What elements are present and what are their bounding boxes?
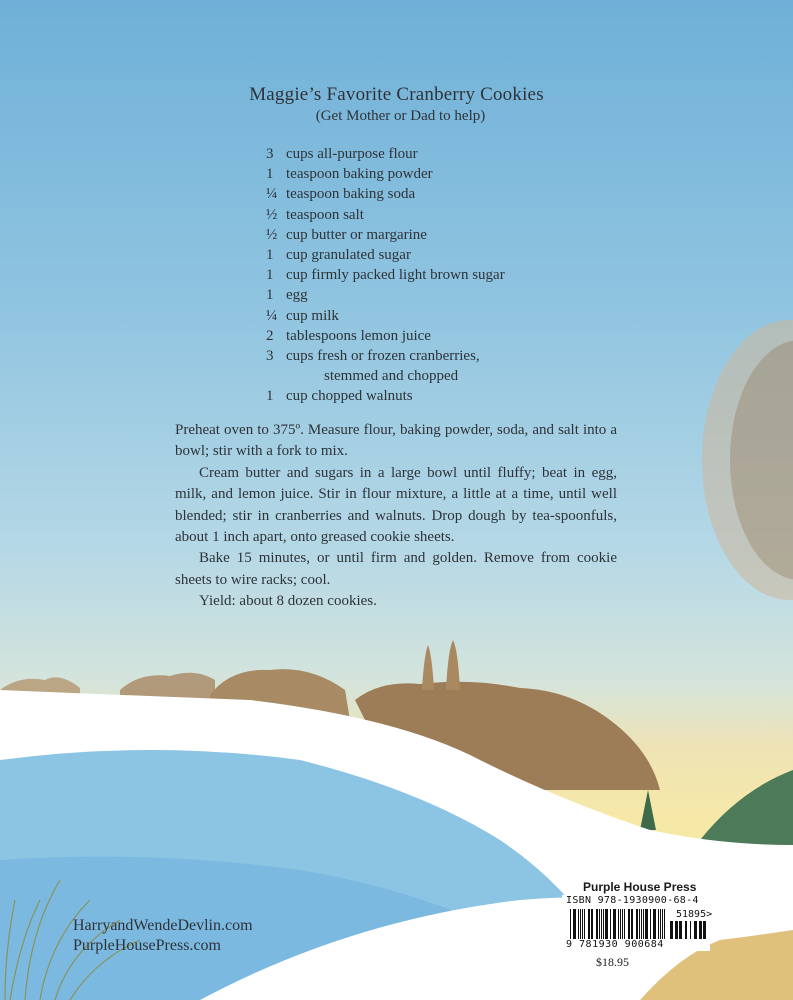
poplar-tree-1 — [422, 645, 434, 690]
barcode-bar — [596, 909, 598, 939]
barcode-bar — [613, 909, 616, 939]
website-list — [73, 916, 253, 956]
barcode-bar — [582, 909, 583, 939]
ingredient-item: 2 tablespoons lemon juice — [266, 327, 431, 344]
barcode-bar — [679, 921, 682, 939]
publisher-name: Purple House Press — [583, 880, 697, 894]
barcode-bar — [675, 921, 678, 939]
ingredient-item-continued: stemmed and chopped — [324, 368, 459, 385]
publisher-website: PurpleHousePress.com — [73, 937, 221, 954]
isbn-text: ISBN 978-1930900-68-4 — [566, 895, 699, 906]
isbn-barcode — [570, 909, 666, 939]
addon-barcode — [670, 921, 706, 939]
barcode-bar — [636, 909, 638, 939]
barcode-bar — [639, 909, 640, 939]
recipe-title: Maggie’s Favorite Cranberry Cookies — [249, 84, 544, 105]
barcode-bar — [591, 909, 593, 939]
instruction-paragraph: Cream butter and sugars in a large bowl until fluffy; beat in egg, milk, and lemon juice. Stir in flour mixture, a little at a time, until well blended; stir in cranberries and walnuts. Drop dough by tea-spoonfuls, about 1 inch apart, onto greased cookie sheets. — [175, 464, 617, 546]
ingredient-item: 1 cup chopped walnuts — [266, 388, 413, 405]
ingredient-item: ½ cup butter or margarine — [266, 226, 427, 243]
barcode-bar — [620, 909, 621, 939]
barcode-bar — [605, 909, 608, 939]
barcode-bar — [601, 909, 602, 939]
poplar-tree-2 — [446, 640, 460, 690]
recipe-yield: Yield: about 8 dozen cookies. — [199, 593, 377, 610]
barcode-bar — [703, 921, 706, 939]
ingredient-item: 3 cups all-purpose flour — [266, 146, 418, 162]
barcode-bar — [699, 921, 702, 939]
barcode-bar — [599, 909, 600, 939]
barcode-bar — [685, 921, 687, 939]
barcode-bar — [580, 909, 581, 939]
recipe-instructions — [175, 420, 617, 613]
barcode-bar — [658, 909, 659, 939]
instruction-paragraph: Bake 15 minutes, or until firm and golden. Remove from cookie sheets to wire racks; cool. — [175, 550, 617, 588]
barcode-bar — [603, 909, 604, 939]
barcode-bar — [570, 909, 571, 939]
instruction-paragraph: Preheat oven to 375º. Measure flour, baking powder, soda, and salt into a bowl; stir with a fork to mix. — [175, 422, 617, 460]
ingredient-item: 1 teaspoon baking powder — [266, 166, 433, 183]
author-website: HarryandWendeDevlin.com — [73, 917, 253, 934]
barcode-bar — [664, 909, 665, 939]
barcode-bar — [653, 909, 656, 939]
ingredient-item: 3 cups fresh or frozen cranberries, — [266, 347, 480, 364]
price: $18.95 — [596, 955, 629, 969]
barcode-bar — [628, 909, 630, 939]
barcode-digits: 9 781930 900684 — [566, 939, 664, 950]
barcode-bar — [573, 909, 576, 939]
price-code: 51895> — [676, 909, 713, 920]
barcode-bar — [618, 909, 619, 939]
ingredient-item: 1 cup granulated sugar — [266, 246, 411, 263]
barcode-bar — [645, 909, 648, 939]
barcode-bar — [631, 909, 633, 939]
ingredient-item: ¼ cup milk — [266, 307, 339, 324]
barcode-bar — [660, 909, 661, 939]
barcode-bar — [643, 909, 644, 939]
barcode-bar — [641, 909, 642, 939]
barcode-bar — [650, 909, 651, 939]
ingredient-item: ½ teaspoon salt — [266, 206, 364, 223]
barcode-bar — [622, 909, 623, 939]
ingredient-item: 1 egg — [266, 287, 308, 304]
evergreen-tree — [640, 790, 656, 830]
barcode-bar — [694, 921, 697, 939]
recipe-subtitle: (Get Mother or Dad to help) — [315, 108, 486, 124]
ingredient-item: 1 cup firmly packed light brown sugar — [266, 267, 505, 284]
barcode-bar — [584, 909, 585, 939]
barcode-bar — [588, 909, 590, 939]
barcode-bar — [690, 921, 691, 939]
ingredient-item: ¼ teaspoon baking soda — [266, 186, 416, 203]
barcode-bar — [578, 909, 579, 939]
barcode-bar — [670, 921, 673, 939]
barcode-bar — [624, 909, 625, 939]
ingredient-list — [266, 144, 505, 406]
barcode-bar — [662, 909, 663, 939]
barcode-bar — [610, 909, 611, 939]
evergreen-hill — [700, 770, 793, 850]
